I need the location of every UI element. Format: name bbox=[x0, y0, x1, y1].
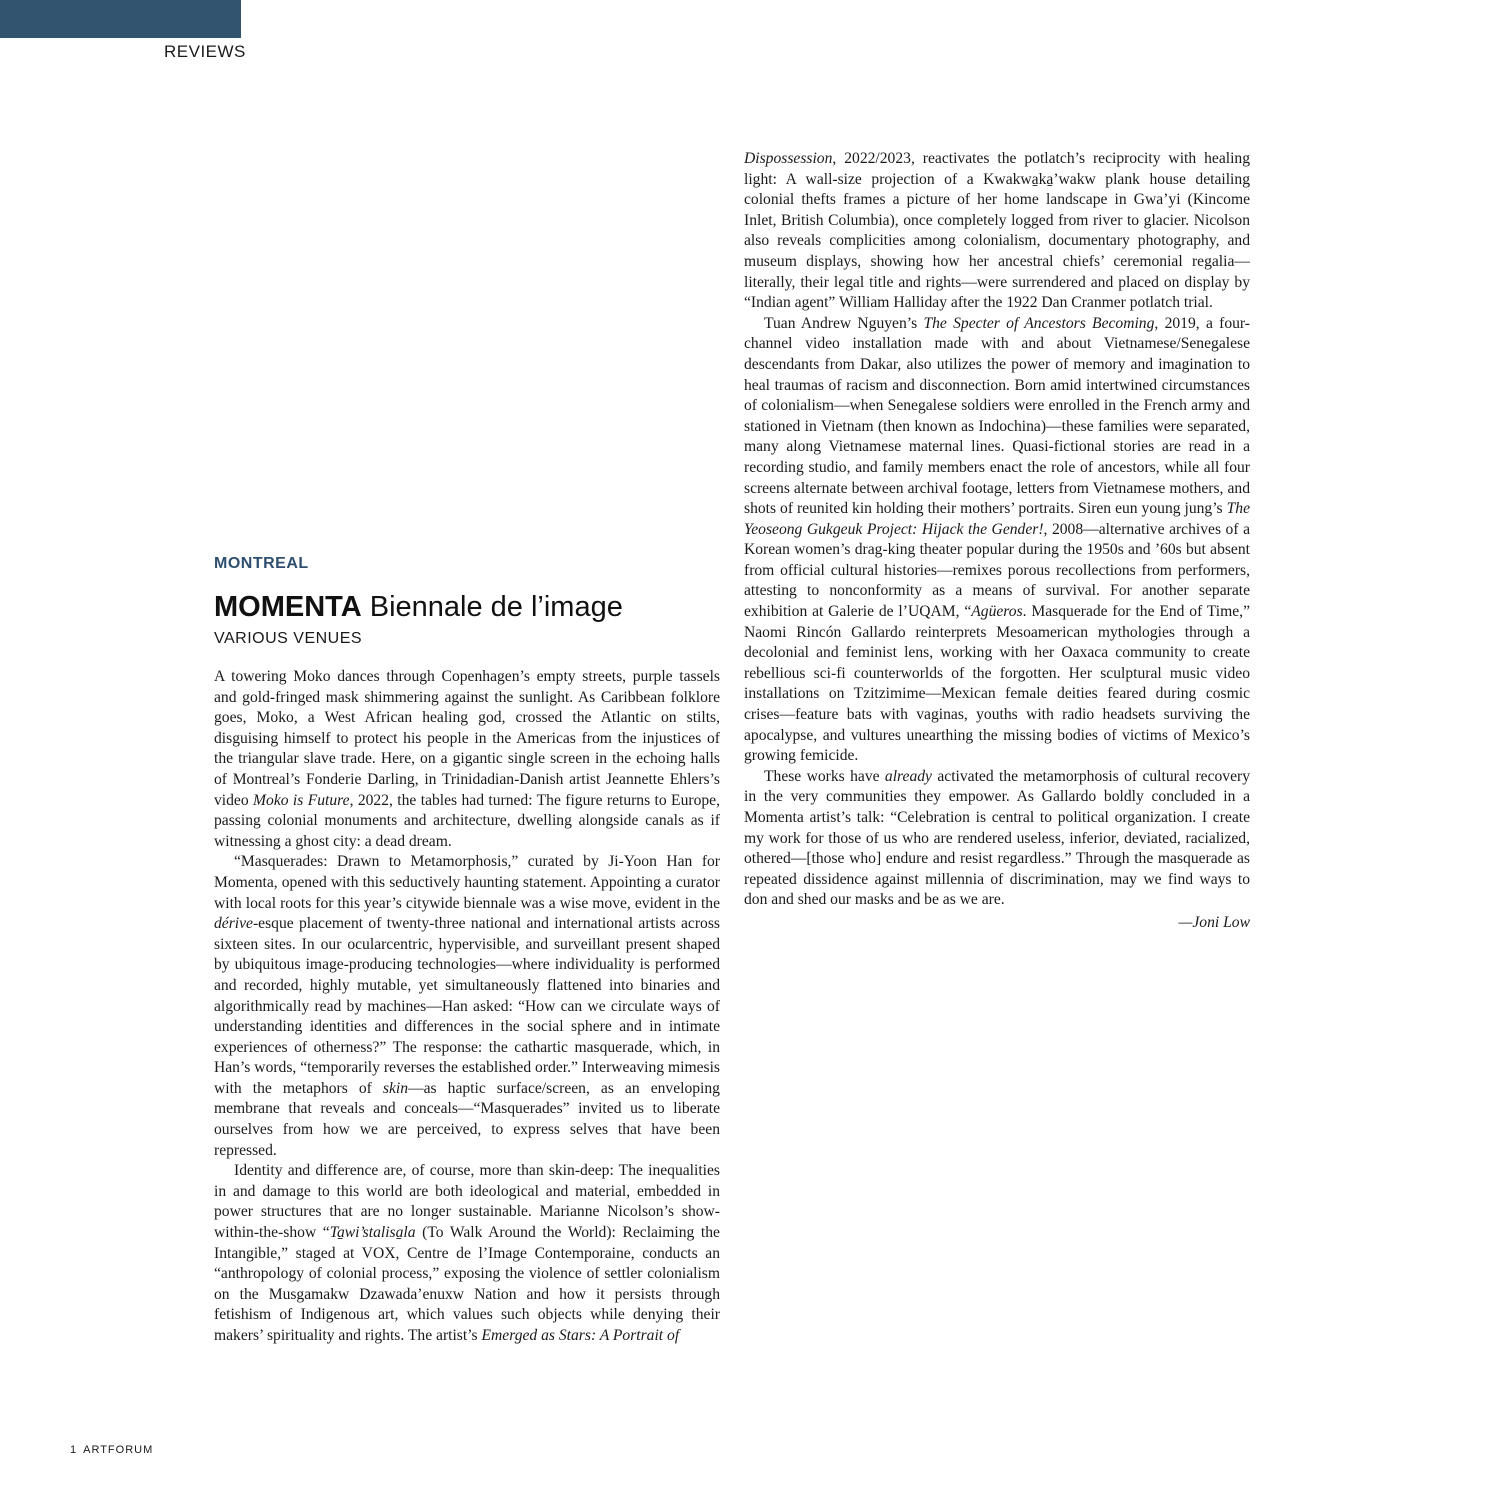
paragraph-1 bbox=[214, 667, 720, 852]
artwork-title: The Specter of Ancestors Becoming bbox=[923, 314, 1155, 332]
paragraph-3 bbox=[214, 1161, 720, 1346]
emphasis-term: skin bbox=[382, 1079, 409, 1097]
review-title bbox=[214, 591, 623, 624]
text-run: (To Walk Around the World): Reclaiming the Intangible,” staged at VOX, Centre de l’Image Contemporaine, conducts an “anthropology of colonial process,” exposing the violence of settler colonialism on the Musgamakw Dzawada’enuxw Nation and how it persists through fetishism of Indigenous art, which values such objects while denying their makers’ spirituality and rights. The artist’s bbox=[214, 1224, 720, 1344]
text-run: A towering Moko dances through Copenhagen’s empty streets, purple tassels and gold-fringed mask shimmering against the sunlight. As Caribbean folklore goes, Moko, a West African healing god, crossed the Atlantic on stilts, disguising himself to protect his people in the Americas from the injustices of the triangular slave trade. Here, on a gigantic single screen in the echoing halls of Montreal’s Fonderie Darling, in Trinidadian-Danish artist Jeannette Ehlers’s video bbox=[214, 668, 720, 809]
text-run: . Masquerade for the End of Time,” Naomi Rincón Gallardo reinterprets Mesoamerican mythologies through a decolonial and feminist lens, working with her Oaxaca community to create rebellious sci-fi counterworlds of the forgotten. Her sculptural music video installations on Tzitzimime—Mexican female deities feared during cosmic crises—feature bats with vaginas, youths with radio headsets surviving the apocalypse, and vultures unearthing the missing bodies of victims of Mexico’s growing femicide. bbox=[744, 603, 1250, 765]
review-title-rest: Biennale de l’image bbox=[361, 591, 623, 623]
emphasis-term: already bbox=[884, 767, 932, 785]
article-column-right bbox=[744, 149, 1250, 934]
text-run: “Masquerades: Drawn to Metamorphosis,” curated by Ji-Yoon Han for Momenta, opened with this seductively haunting statement. Appointing a curator with local roots for this year’s citywide biennale was a wise move, evident in the bbox=[214, 853, 720, 912]
text-run: , 2019, a four-channel video installation made with and about Vietnamese/Senegalese descendants from Dakar, also utilizes the power of memory and imagination to heal traumas of racism and disconnection. Born amid intertwined circumstances of colonialism—when Senegalese soldiers were enrolled in the French army and stationed in Vietnam (then known as Indochina)—these families were separated, many along Vietnamese maternal lines. Quasi-fictional stories are read in a recording studio, and family members enact the role of ancestors, while all four screens alternate between archival footage, letters from Vietnamese mothers, and shots of reunited kin holding their mothers’ portraits. Siren eun young jung’s bbox=[744, 314, 1250, 518]
paragraph-3-continued bbox=[744, 149, 1250, 314]
page-footer bbox=[70, 1444, 153, 1456]
review-title-bold: MOMENTA bbox=[214, 591, 362, 623]
artwork-title: The Yeoseong Gukgeuk Project: Hijack the Gender! bbox=[744, 500, 1250, 538]
page-number: 1 bbox=[70, 1444, 78, 1456]
article-column-left bbox=[214, 667, 720, 1347]
review-venue: VARIOUS VENUES bbox=[214, 630, 363, 647]
exhibition-title: Agüeros bbox=[971, 603, 1023, 621]
artwork-title: Moko is Future bbox=[253, 791, 350, 809]
paragraph-2 bbox=[214, 852, 720, 1161]
paragraph-4 bbox=[744, 314, 1250, 767]
text-run: Identity and difference are, of course, more than skin-deep: The inequalities in and damage to this world are both ideological and material, embedded in power structures that are no longer sustainable. Marianne Nicolson’s show-within-the-show “ bbox=[214, 1162, 720, 1242]
text-run: Tuan Andrew Nguyen’s bbox=[764, 314, 924, 332]
text-run: —as haptic surface/screen, as an enveloping membrane that reveals and conceals—“Masquerades” invited us to liberate ourselves from how we are perceived, to express selves that have been repressed. bbox=[214, 1079, 720, 1159]
artwork-title: Dispossession bbox=[744, 150, 833, 167]
review-location: MONTREAL bbox=[214, 555, 309, 572]
artwork-title: Emerged as Stars: A Portrait of bbox=[481, 1327, 680, 1344]
section-color-bar bbox=[0, 0, 241, 38]
paragraph-5 bbox=[744, 767, 1250, 911]
text-run: , 2022, the tables had turned: The figure returns to Europe, passing colonial monuments and architecture, dwelling alongside canals as if witnessing a ghost city: a dead dream. bbox=[214, 791, 720, 850]
emphasis-term: dérive bbox=[214, 915, 253, 933]
text-run: -esque placement of twenty-three national and international artists across sixteen sites. In our ocularcentric, hypervisible, and surveillant present shaped by ubiquitous image-producing technologies—where individuality is performed and recorded, highly mutable, yet simultaneously flattened into binaries and algorithmically read by machines—Han asked: “How can we circulate ways of understanding identities and differences in the social sphere and in intimate experiences of otherness?” The response: the cathartic masquerade, which, in Han’s words, “temporarily reverses the established order.” Interweaving mimesis with the metaphors of bbox=[214, 915, 720, 1097]
text-run: , 2008—alternative archives of a Korean women’s drag-king theater popular during the 1950s and ’60s but absent from official cultural histories—remixes porous recollections from performers, attesting to nonconformity as a means of survival. For another separate exhibition at Galerie de l’UQAM, “ bbox=[744, 520, 1250, 621]
section-label: REVIEWS bbox=[164, 42, 246, 61]
text-run: These works have bbox=[764, 767, 885, 785]
publication-name: ARTFORUM bbox=[83, 1444, 154, 1456]
text-run: , 2022/2023, reactivates the potlatch’s reciprocity with healing light: A wall-size projection of a Kwakwa̱ka̱’wakw plank house detailing colonial thefts frames a picture of her home landscape in Gwa’yi (Kincome Inlet, British Columbia), once completely logged from river to glacier. Nicolson also reveals complicities among colonialism, documentary photography, and museum displays, showing how her ancestral chiefs’ ceremonial regalia—literally, their legal title and rights—were surrendered and placed on display by “Indian agent” William Halliday after the 1922 Dan Cranmer potlatch trial. bbox=[744, 150, 1250, 312]
exhibition-title: Ta̱wi’stalisa̱la bbox=[329, 1224, 416, 1242]
author-byline: —Joni Low bbox=[1178, 913, 1250, 931]
text-run: activated the metamorphosis of cultural recovery in the very communities they empower. As Gallardo boldly concluded in a Momenta artist’s talk: “Celebration is central to political organization. I create my work for those of us who are rendered useless, inferior, deviated, racialized, othered—[those who] endure and resist regardless.” Through the masquerade as repeated dissidence against millennia of discrimination, may we find ways to don and shed our masks and be as we are. bbox=[744, 767, 1250, 909]
